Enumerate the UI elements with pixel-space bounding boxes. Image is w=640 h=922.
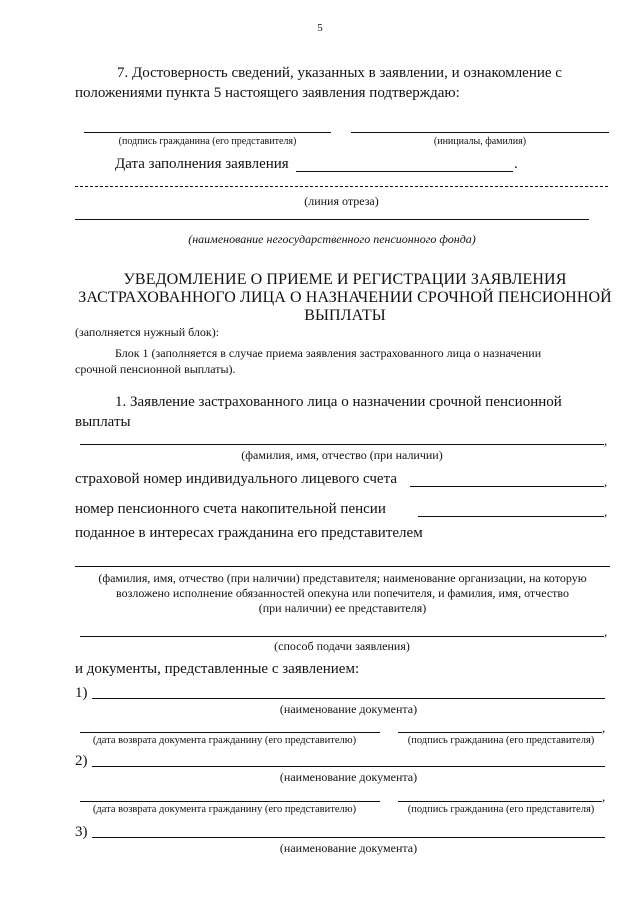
- document-number: 2): [75, 753, 88, 769]
- representative-caption-line2: возложено исполнение обязанностей опекуна или попечителя, и фамилия, имя, отчество: [116, 586, 569, 600]
- submission-method-comma: ,: [604, 624, 608, 639]
- document-name-caption: (наименование документа): [279, 702, 418, 716]
- submission-method-line[interactable]: [80, 636, 604, 637]
- documents-label: и документы, представленные с заявлением:: [75, 661, 360, 677]
- document-name-caption: (наименование документа): [279, 841, 418, 855]
- document-comma: ,: [602, 720, 606, 735]
- snils-comma: ,: [604, 474, 608, 489]
- notice-title-line3: ВЫПЛАТЫ: [304, 307, 386, 324]
- snils-input-line[interactable]: [410, 486, 604, 487]
- initials-caption: (инициалы, фамилия): [433, 136, 527, 147]
- document-name-line[interactable]: [92, 698, 605, 699]
- pension-account-input-line[interactable]: [418, 516, 604, 517]
- document-return-date-line[interactable]: [80, 732, 380, 733]
- document-name-line[interactable]: [92, 837, 605, 838]
- notice-title-line1: УВЕДОМЛЕНИЕ О ПРИЕМЕ И РЕГИСТРАЦИИ ЗАЯВЛЕНИЯ: [123, 271, 567, 288]
- document-number: 1): [75, 685, 88, 701]
- item7-line2: положениями пункта 5 настоящего заявления подтверждаю:: [75, 85, 460, 101]
- document-name-caption: (наименование документа): [279, 770, 418, 784]
- document-signature-line[interactable]: [398, 732, 602, 733]
- document-number: 3): [75, 824, 88, 840]
- cut-line: [75, 186, 608, 187]
- document-return-date-caption: (дата возврата документа гражданину (его представителю): [92, 804, 357, 815]
- submission-method-caption: (способ подачи заявления): [274, 639, 410, 653]
- submitted-by-label: поданное в интересах гражданина его представителем: [75, 525, 423, 541]
- fill-date-label: Дата заполнения заявления: [115, 156, 289, 172]
- signature-line[interactable]: [84, 132, 331, 133]
- pension-account-comma: ,: [604, 504, 608, 519]
- fio-comma: ,: [604, 433, 608, 448]
- notice-title-line2: ЗАСТРАХОВАННОГО ЛИЦА О НАЗНАЧЕНИИ СРОЧНОЙ ПЕНСИОННОЙ: [78, 289, 612, 306]
- block1-line2: срочной пенсионной выплаты).: [75, 362, 236, 376]
- document-return-date-caption: (дата возврата документа гражданину (его представителю): [92, 735, 357, 746]
- fill-date-input-line[interactable]: [296, 171, 513, 172]
- item7-line1: 7. Достоверность сведений, указанных в заявлении, и ознакомление с: [117, 65, 562, 81]
- page-number: 5: [317, 22, 323, 34]
- document-signature-caption: (подпись гражданина (его представителя): [407, 804, 595, 815]
- fio-caption: (фамилия, имя, отчество (при наличии): [241, 448, 443, 462]
- block1-line1: Блок 1 (заполняется в случае приема заявления застрахованного лица о назначении: [115, 346, 542, 360]
- document-name-line[interactable]: [92, 766, 605, 767]
- representative-caption-line3: (при наличии) ее представителя): [258, 601, 427, 615]
- snils-label: страховой номер индивидуального лицевого счета: [75, 471, 397, 487]
- representative-caption-line1: (фамилия, имя, отчество (при наличии) представителя; наименование организации, на которую: [98, 571, 587, 585]
- pension-account-label: номер пенсионного счета накопительной пенсии: [75, 501, 386, 517]
- document-return-date-line[interactable]: [80, 801, 380, 802]
- fill-date-end: .: [514, 156, 518, 172]
- initials-line[interactable]: [351, 132, 609, 133]
- cut-line-caption: (линия отреза): [304, 194, 379, 208]
- fio-line[interactable]: [80, 444, 604, 445]
- signature-caption: (подпись гражданина (его представителя): [118, 136, 297, 147]
- document-comma: ,: [602, 789, 606, 804]
- section1-line2: выплаты: [75, 414, 131, 430]
- fund-caption: (наименование негосударственного пенсионного фонда): [188, 232, 476, 246]
- fund-name-line[interactable]: [75, 219, 589, 220]
- section1-line1: 1. Заявление застрахованного лица о назначении срочной пенсионной: [115, 394, 562, 410]
- fill-block-note: (заполняется нужный блок):: [75, 325, 220, 339]
- document-signature-caption: (подпись гражданина (его представителя): [407, 735, 595, 746]
- representative-line[interactable]: [75, 566, 610, 567]
- document-signature-line[interactable]: [398, 801, 602, 802]
